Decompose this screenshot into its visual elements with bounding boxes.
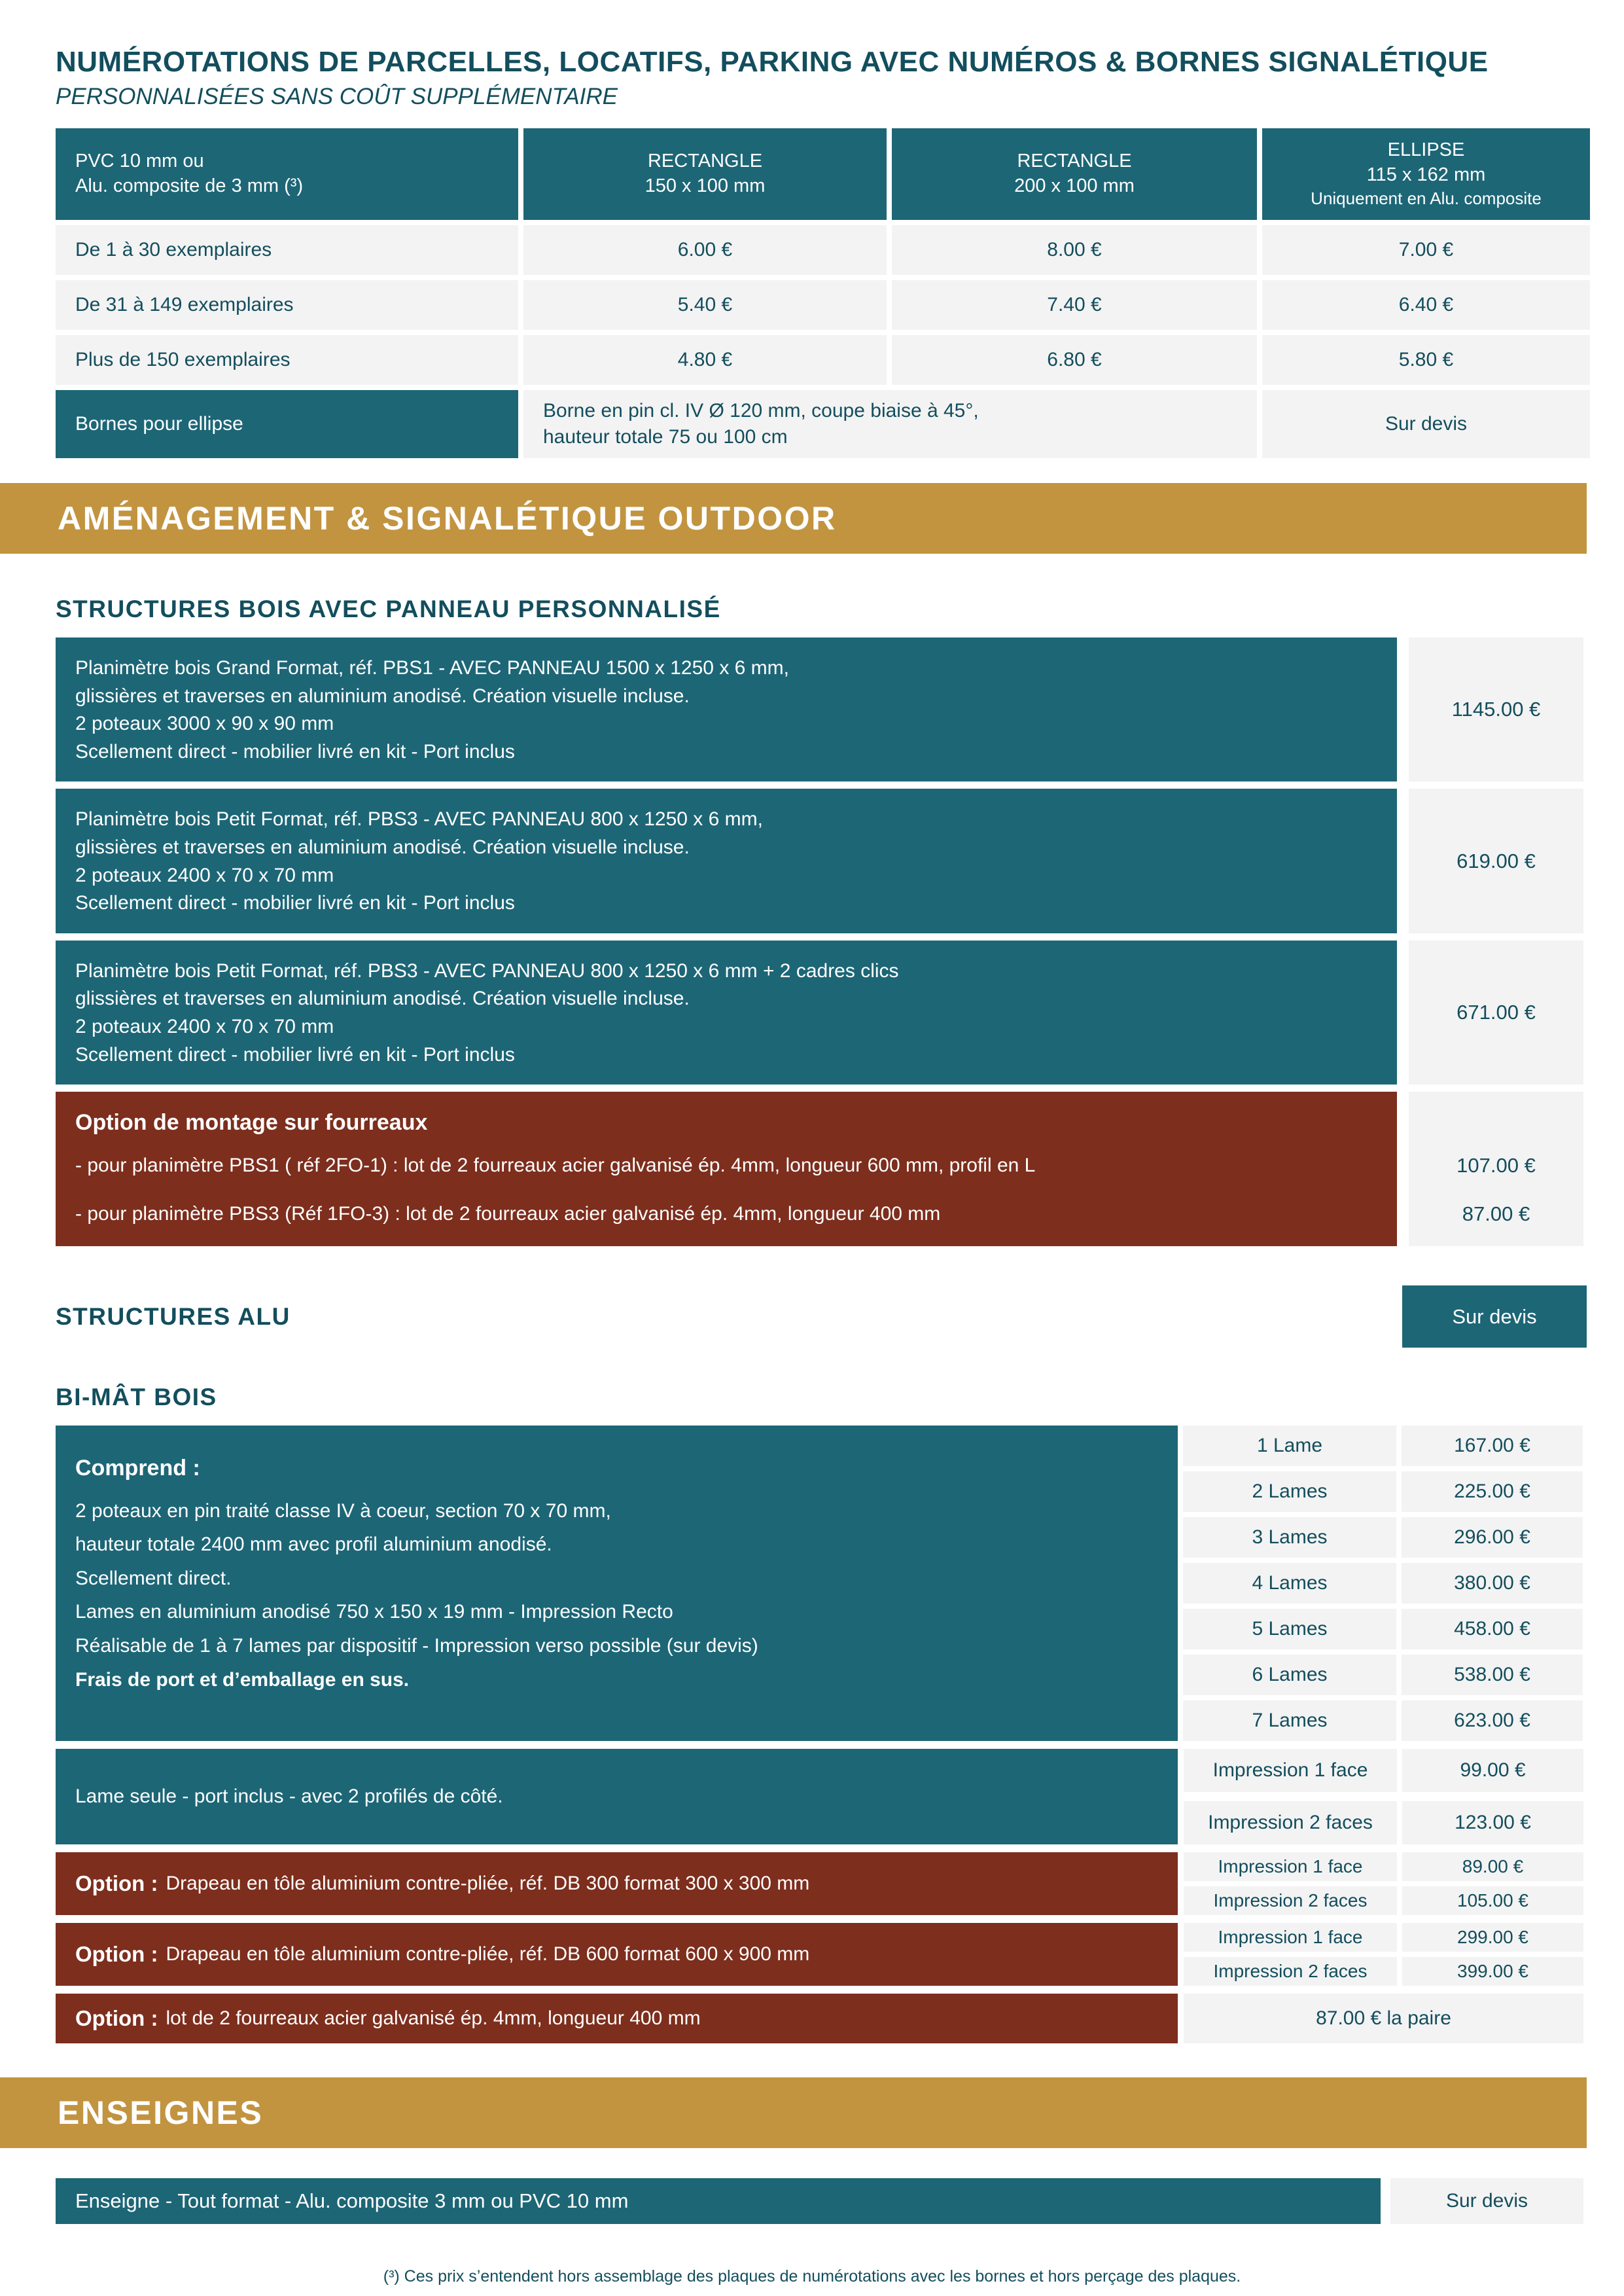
product-line: glissières et traverses en aluminium anodisé. Création visuelle incluse.	[75, 836, 690, 858]
bornes-label: Bornes pour ellipse	[56, 390, 518, 458]
enseigne-description: Enseigne - Tout format - Alu. composite 3 mm ou PVC 10 mm	[56, 2178, 1381, 2224]
option-label: Option :	[75, 1871, 158, 1896]
impression-label: Impression 2 faces	[1184, 1886, 1397, 1915]
bornes-description-line2: hauteur totale 75 ou 100 cm	[543, 426, 788, 448]
structures-alu-price: Sur devis	[1402, 1285, 1587, 1348]
rect200-line1: RECTANGLE	[1017, 151, 1132, 172]
option-db600-prices	[1184, 1923, 1583, 1986]
product-line: Planimètre bois Petit Format, réf. PBS3 - AVEC PANNEAU 800 x 1250 x 6 mm,	[75, 808, 763, 831]
product-line: Planimètre bois Petit Format, réf. PBS3 - AVEC PANNEAU 800 x 1250 x 6 mm + 2 cadres clics	[75, 960, 899, 982]
comprend-bold-line: Frais de port et d’emballage en sus.	[75, 1668, 410, 1691]
row-label: De 1 à 30 exemplaires	[56, 225, 518, 275]
product-line: Scellement direct - mobilier livré en kit - Port inclus	[75, 892, 515, 914]
product-line: 2 poteaux 2400 x 70 x 70 mm	[75, 864, 334, 886]
product-line: glissières et traverses en aluminium anodisé. Création visuelle incluse.	[75, 988, 690, 1010]
price-rect200: 7.40 €	[892, 280, 1257, 330]
table-row	[56, 280, 1624, 330]
product-line: glissières et traverses en aluminium anodisé. Création visuelle incluse.	[75, 685, 690, 707]
rect200-line2: 200 x 100 mm	[1014, 175, 1135, 196]
impression-row	[1184, 1957, 1583, 1986]
option-db300-prices	[1184, 1852, 1583, 1915]
impression-row	[1184, 1801, 1583, 1844]
option-montage-prices	[1409, 1092, 1583, 1246]
product-description	[56, 941, 1397, 1085]
impression-price: 299.00 €	[1402, 1923, 1583, 1952]
option-montage-item: - pour planimètre PBS3 (Réf 1FO-3) : lot de 2 fourreaux acier galvanisé ép. 4mm, longueur 400 mm	[75, 1203, 941, 1225]
bimat-table	[56, 1426, 1624, 1741]
product-description	[56, 637, 1397, 781]
price-rect200: 8.00 €	[892, 225, 1257, 275]
lame-count-label: 4 Lames	[1183, 1563, 1396, 1604]
ellipse-line1: ELLIPSE	[1387, 139, 1465, 161]
impression-price: 399.00 €	[1402, 1957, 1583, 1986]
lame-seule-description: Lame seule - port inclus - avec 2 profilés de côté.	[56, 1749, 1178, 1844]
heading-structures-bois: STRUCTURES BOIS AVEC PANNEAU PERSONNALISÉ	[56, 596, 721, 622]
lame-count-price: 296.00 €	[1402, 1517, 1583, 1558]
bornes-description-line1: Borne en pin cl. IV Ø 120 mm, coupe biaise à 45°,	[543, 399, 979, 422]
impression-label: Impression 1 face	[1184, 1749, 1397, 1792]
bimat-description	[56, 1426, 1178, 1741]
comprend-line: 2 poteaux en pin traité classe IV à coeur, section 70 x 70 mm,	[75, 1499, 611, 1522]
price-ellipse: 7.00 €	[1262, 225, 1590, 275]
product-row-pbs1	[56, 637, 1624, 781]
product-price: 1145.00 €	[1409, 637, 1583, 781]
material-line2: Alu. composite de 3 mm (³)	[75, 175, 304, 196]
structures-alu-row	[56, 1285, 1587, 1348]
option-db300-row	[56, 1852, 1624, 1915]
option-db600-row	[56, 1923, 1624, 1986]
option-db600-description	[56, 1923, 1178, 1986]
enseigne-price: Sur devis	[1390, 2178, 1583, 2224]
option-montage-item: - pour planimètre PBS1 ( réf 2FO-1) : lot de 2 fourreaux acier galvanisé ép. 4mm, longueur 600 mm, profil en L	[75, 1155, 1036, 1177]
numbering-price-table	[56, 128, 1624, 458]
enseignes-banner-label: ENSEIGNES	[58, 2094, 264, 2132]
product-row-pbs3	[56, 789, 1624, 933]
price-rect150: 5.40 €	[523, 280, 887, 330]
impression-price: 123.00 €	[1402, 1801, 1583, 1844]
table-row	[56, 225, 1624, 275]
comprend-line: Scellement direct.	[75, 1567, 232, 1589]
section-banner-enseignes	[0, 2077, 1587, 2148]
lame-seule-row	[56, 1749, 1624, 1844]
comprend-line: hauteur totale 2400 mm avec profil aluminium anodisé.	[75, 1534, 552, 1556]
product-row-pbs3-cadres	[56, 941, 1624, 1085]
product-line: Scellement direct - mobilier livré en kit - Port inclus	[75, 740, 515, 762]
option-fourreaux-description	[56, 1994, 1178, 2043]
price-rect150: 4.80 €	[523, 335, 887, 385]
section-banner-outdoor	[0, 483, 1587, 554]
lame-count-price: 623.00 €	[1402, 1700, 1583, 1741]
option-fourreaux-price: 87.00 € la paire	[1184, 1994, 1583, 2043]
option-montage-price: 87.00 €	[1462, 1202, 1530, 1226]
option-db300-description	[56, 1852, 1178, 1915]
bornes-description	[523, 390, 1257, 458]
product-description	[56, 789, 1397, 933]
product-line: Scellement direct - mobilier livré en kit - Port inclus	[75, 1043, 515, 1066]
impression-row	[1184, 1749, 1583, 1792]
comprend-line: Réalisable de 1 à 7 lames par dispositif - Impression verso possible (sur devis)	[75, 1634, 758, 1657]
rect150-line2: 150 x 100 mm	[644, 175, 766, 196]
option-montage-block	[56, 1092, 1397, 1246]
rect150-line1: RECTANGLE	[647, 151, 763, 172]
impression-label: Impression 1 face	[1184, 1923, 1397, 1952]
lame-count-price: 458.00 €	[1402, 1609, 1583, 1649]
heading-structures-alu: STRUCTURES ALU	[56, 1302, 291, 1330]
option-label: Option :	[75, 1942, 158, 1967]
table-row	[56, 335, 1624, 385]
lame-seule-prices	[1184, 1749, 1583, 1844]
header-cell-rectangle-150	[523, 128, 887, 220]
lame-count-label: 3 Lames	[1183, 1517, 1396, 1558]
comprend-line: Lames en aluminium anodisé 750 x 150 x 19 mm - Impression Recto	[75, 1601, 673, 1623]
row-label: De 31 à 149 exemplaires	[56, 280, 518, 330]
bornes-price: Sur devis	[1262, 390, 1590, 458]
table-header-row	[56, 128, 1624, 220]
enseigne-row	[56, 2178, 1624, 2224]
row-label: Plus de 150 exemplaires	[56, 335, 518, 385]
header-cell-rectangle-200	[892, 128, 1257, 220]
price-rect150: 6.00 €	[523, 225, 887, 275]
header-cell-ellipse	[1262, 128, 1590, 220]
page-title: NUMÉROTATIONS DE PARCELLES, LOCATIFS, PARKING AVEC NUMÉROS & BORNES SIGNALÉTIQUE	[56, 46, 1489, 78]
product-price: 671.00 €	[1409, 941, 1583, 1085]
impression-label: Impression 2 faces	[1184, 1957, 1397, 1986]
option-text: Drapeau en tôle aluminium contre-pliée, réf. DB 600 format 600 x 900 mm	[166, 1943, 810, 1965]
option-montage-title: Option de montage sur fourreaux	[75, 1109, 428, 1135]
option-montage-price: 107.00 €	[1456, 1154, 1536, 1177]
lame-count-price: 225.00 €	[1402, 1471, 1583, 1512]
heading-bimat-bois: BI-MÂT BOIS	[56, 1384, 217, 1411]
ellipse-line2: 115 x 162 mm	[1366, 164, 1486, 186]
bornes-row	[56, 390, 1624, 458]
spacer	[1409, 1092, 1583, 1141]
impression-row	[1184, 1923, 1583, 1952]
impression-label: Impression 2 faces	[1184, 1801, 1397, 1844]
option-text: lot de 2 fourreaux acier galvanisé ép. 4mm, longueur 400 mm	[166, 2007, 701, 2030]
product-line: 2 poteaux 2400 x 70 x 70 mm	[75, 1015, 334, 1037]
option-fourreaux-row	[56, 1994, 1624, 2043]
lame-count-label: 1 Lame	[1183, 1426, 1396, 1466]
lame-count-price: 380.00 €	[1402, 1563, 1583, 1604]
lame-count-label: 6 Lames	[1183, 1655, 1396, 1695]
lame-count-label: 5 Lames	[1183, 1609, 1396, 1649]
footnote: (³) Ces prix s’entendent hors assemblage des plaques de numérotations avec les bornes et hors perçage des plaques.	[383, 2267, 1241, 2286]
impression-row	[1184, 1852, 1583, 1881]
impression-price: 105.00 €	[1402, 1886, 1583, 1915]
lame-count-price: 167.00 €	[1402, 1426, 1583, 1466]
product-line: Planimètre bois Grand Format, réf. PBS1 - AVEC PANNEAU 1500 x 1250 x 6 mm,	[75, 657, 789, 679]
ellipse-line3: Uniquement en Alu. composite	[1311, 188, 1542, 208]
material-line1: PVC 10 mm ou	[75, 151, 204, 172]
header-cell-material	[56, 128, 518, 220]
impression-price: 99.00 €	[1402, 1749, 1583, 1792]
price-ellipse: 5.80 €	[1262, 335, 1590, 385]
option-label: Option :	[75, 2006, 158, 2031]
price-ellipse: 6.40 €	[1262, 280, 1590, 330]
option-text: Drapeau en tôle aluminium contre-pliée, réf. DB 300 format 300 x 300 mm	[166, 1873, 810, 1895]
outdoor-banner-label: AMÉNAGEMENT & SIGNALÉTIQUE OUTDOOR	[58, 500, 837, 537]
impression-row	[1184, 1886, 1583, 1915]
lame-count-label: 7 Lames	[1183, 1700, 1396, 1741]
lame-count-price: 538.00 €	[1402, 1655, 1583, 1695]
comprend-title: Comprend :	[75, 1456, 200, 1481]
impression-price: 89.00 €	[1402, 1852, 1583, 1881]
lame-count-label: 2 Lames	[1183, 1471, 1396, 1512]
impression-label: Impression 1 face	[1184, 1852, 1397, 1881]
product-line: 2 poteaux 3000 x 90 x 90 mm	[75, 713, 334, 735]
product-price: 619.00 €	[1409, 789, 1583, 933]
page-subtitle: PERSONNALISÉES SANS COÛT SUPPLÉMENTAIRE	[56, 84, 618, 109]
price-rect200: 6.80 €	[892, 335, 1257, 385]
option-montage-row	[56, 1092, 1624, 1246]
